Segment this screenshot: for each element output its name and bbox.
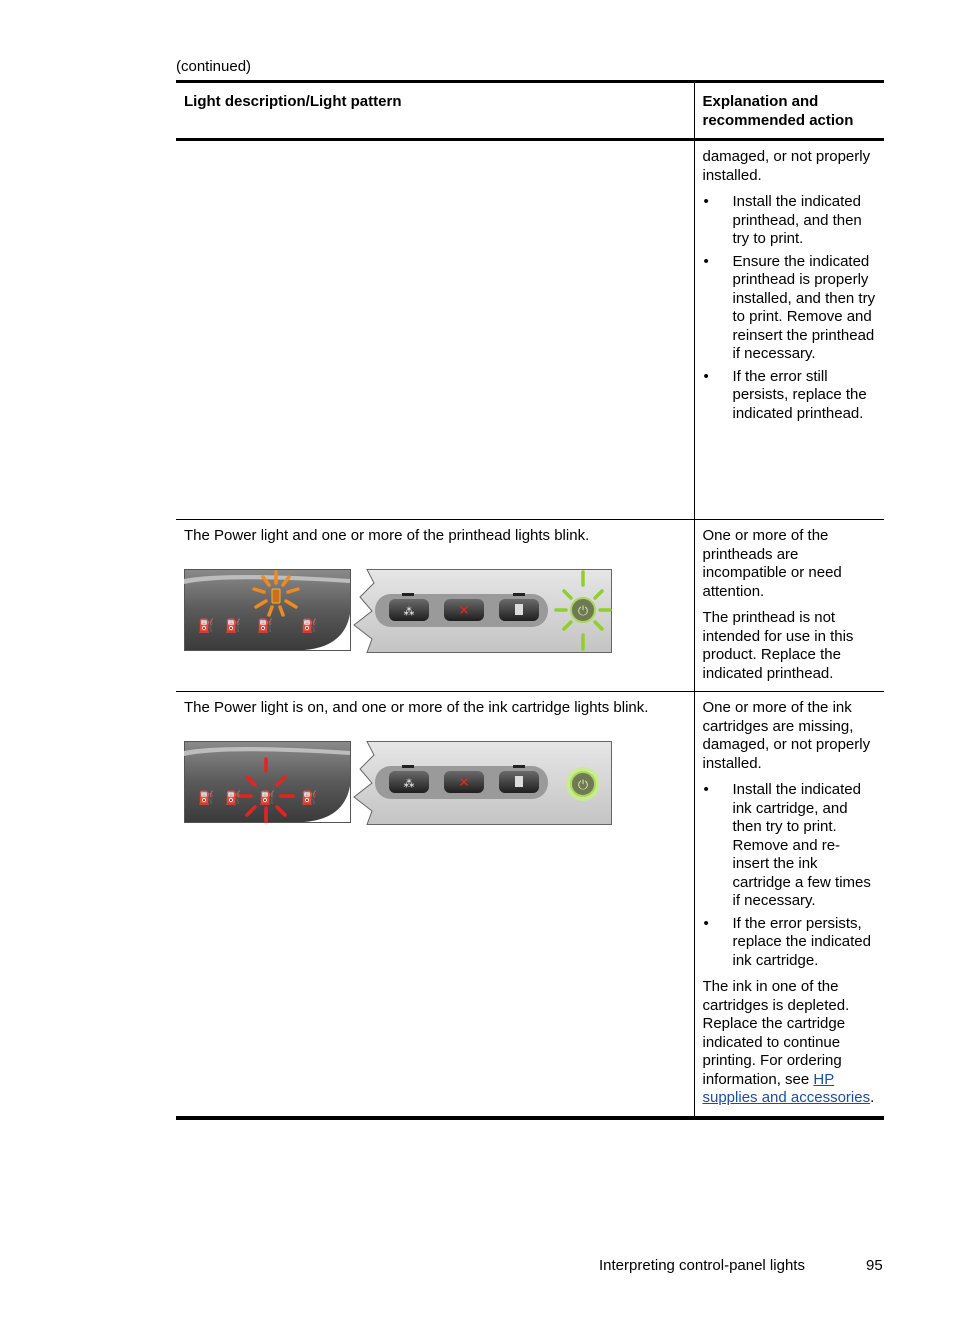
yellow-cartridge-icon: ⛽ bbox=[259, 790, 276, 806]
explanation-cell bbox=[694, 140, 884, 520]
power-icon: ⏻ bbox=[577, 603, 589, 619]
column-header-explanation: Explanation and recommended action bbox=[694, 82, 884, 140]
ordering-text-end: . bbox=[870, 1089, 875, 1106]
list-item: • If the error persists, replace the indicated ink cartridge. bbox=[703, 915, 877, 971]
cancel-x-icon bbox=[444, 599, 484, 621]
table-header-row bbox=[176, 82, 884, 140]
column-header-light-description: Light description/Light pattern bbox=[176, 82, 694, 140]
ordering-text: The ink in one of the cartridges is depleted. Replace the cartridge indicated to continue printing. For ordering information, see bbox=[702, 978, 850, 1088]
svg-text:✕: ✕ bbox=[458, 602, 470, 619]
explanation-text: damaged, or not properly installed. bbox=[702, 148, 871, 184]
magenta-cartridge-icon: ⛽ bbox=[225, 790, 242, 806]
footer-section-title: Interpreting control-panel lights bbox=[599, 1257, 805, 1274]
svg-text:⁂: ⁂ bbox=[403, 604, 415, 618]
table-row bbox=[176, 520, 884, 692]
control-panel-illustration bbox=[184, 741, 612, 825]
power-icon: ⏻ bbox=[577, 777, 589, 793]
explanation-text: The printhead is not intended for use in this product. Replace the indicated printhead. bbox=[702, 609, 854, 682]
table-row bbox=[176, 692, 884, 1118]
light-description-cell bbox=[176, 692, 694, 1118]
svg-text:✕: ✕ bbox=[458, 774, 470, 791]
list-item: • Install the indicated ink cartridge, and then try to print. Remove and re-insert the ink cartridge a few times if necessary. bbox=[703, 781, 877, 911]
light-description-cell bbox=[176, 140, 694, 520]
cancel-x-icon bbox=[444, 771, 484, 793]
explanation-text: One or more of the printheads are incompatible or need attention. bbox=[702, 527, 842, 600]
action-list bbox=[703, 781, 877, 970]
list-item: • Install the indicated printhead, and then try to print. bbox=[703, 193, 877, 249]
black-cartridge-icon: ⛽ bbox=[301, 790, 318, 806]
magenta-cartridge-icon: ⛽ bbox=[225, 618, 242, 634]
light-description-cell bbox=[176, 520, 694, 692]
light-pattern-table bbox=[176, 80, 884, 1120]
explanation-cell bbox=[694, 520, 884, 692]
yellow-cartridge-icon: ⛽ bbox=[257, 618, 274, 634]
explanation-text bbox=[703, 978, 877, 1108]
light-description-text: The Power light is on, and one or more of the ink cartridge lights blink. bbox=[184, 699, 649, 716]
svg-text:⁂: ⁂ bbox=[403, 776, 415, 790]
page-number: 95 bbox=[866, 1257, 883, 1274]
table-row bbox=[176, 140, 884, 520]
list-item: • If the error still persists, replace the indicated printhead. bbox=[703, 368, 877, 424]
black-cartridge-icon: ⛽ bbox=[301, 618, 318, 634]
light-description-text: The Power light and one or more of the printhead lights blink. bbox=[184, 527, 590, 544]
cyan-cartridge-icon: ⛽ bbox=[198, 790, 215, 806]
explanation-text: One or more of the ink cartridges are missing, damaged, or not properly installed. bbox=[702, 699, 871, 772]
hp-supplies-link[interactable]: HP supplies and accessories bbox=[702, 1070, 871, 1106]
continued-label: (continued) bbox=[176, 58, 252, 75]
list-item: • Ensure the indicated printhead is properly installed, and then try to print. Remove and reinsert the printhead if necessary. bbox=[703, 253, 877, 364]
action-list bbox=[703, 193, 877, 423]
cyan-cartridge-icon: ⛽ bbox=[198, 618, 215, 634]
explanation-cell bbox=[694, 692, 884, 1118]
control-panel-illustration bbox=[184, 569, 612, 653]
